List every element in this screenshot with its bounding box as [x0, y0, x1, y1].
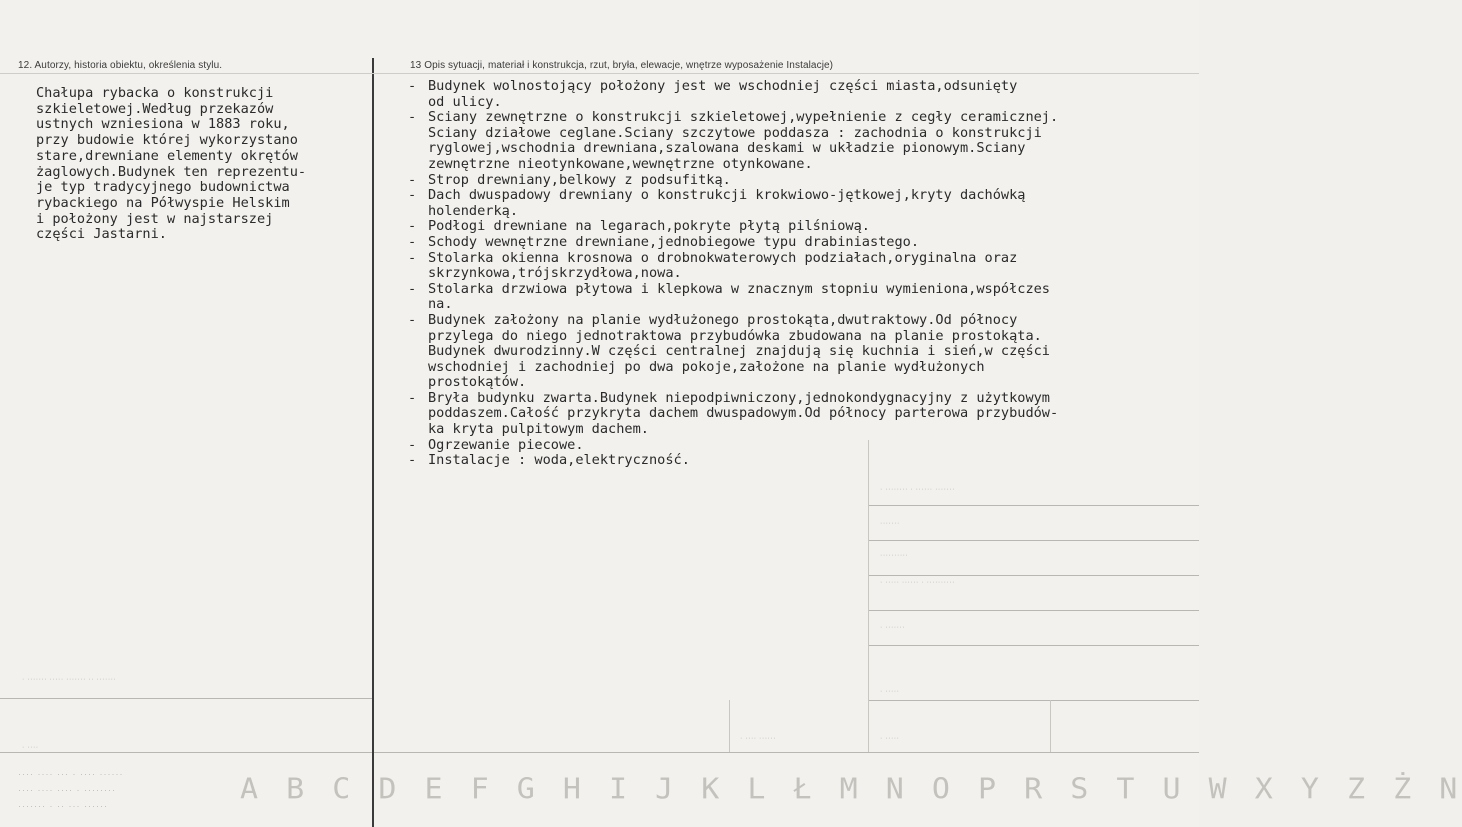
dash-bullet: -	[408, 311, 417, 328]
history-line: szkieletowej.Według przekazów	[36, 100, 274, 117]
description-line: Sciany działowe ceglane.Sciany szczytowe poddasza : zachodnia o konstrukcji	[428, 124, 1042, 141]
faded-form-label: · ·······	[880, 624, 906, 631]
description-item	[408, 313, 1198, 391]
description-line: holenderką.	[428, 202, 519, 219]
description-line: ka kryta pulpitowym dachem.	[428, 421, 649, 438]
description-item	[408, 438, 1198, 454]
faded-form-label: ·······	[880, 520, 900, 527]
faded-form-label: ··········	[880, 552, 909, 559]
description-line: na.	[428, 296, 453, 313]
form-rule	[0, 752, 372, 753]
dash-bullet: -	[408, 249, 417, 266]
form-rule	[374, 752, 1199, 753]
description-item	[408, 235, 1198, 251]
description-line: poddaszem.Całość przykryta dachem dwuspadowym.Od północy parterowa przybudów-	[428, 405, 1059, 422]
description-line: Stolarka okienna krosnowa o drobnokwaterowych podziałach,oryginalna oraz	[428, 249, 1018, 266]
description-item	[408, 219, 1198, 235]
description-line: Dach dwuspadowy drewniany o konstrukcji krokwiowo-jętkowej,kryty dachówką	[428, 187, 1026, 204]
description-line: od ulicy.	[428, 93, 502, 110]
faded-stamp-line: ···· ···· ··· · ···· ······	[18, 769, 124, 779]
form-divider	[1050, 700, 1051, 752]
description-line: Podłogi drewniane na legarach,pokryte płytą pilśniową.	[428, 218, 870, 235]
description-line: Budynek założony na planie wydłużonego prostokąta,dwutraktowy.Od północy	[428, 311, 1018, 328]
dash-bullet: -	[408, 109, 417, 126]
history-line: ustnych wzniesiona w 1883 roku,	[36, 116, 290, 133]
history-line: rybackiego na Półwyspie Helskim	[36, 194, 290, 211]
faded-form-label: · ·····	[880, 735, 900, 742]
history-line: przy budowie której wykorzystano	[36, 132, 298, 149]
dash-bullet: -	[408, 218, 417, 235]
description-line: Sciany zewnętrzne o konstrukcji szkieletowej,wypełnienie z cegły ceramicznej.	[428, 109, 1059, 126]
faded-form-label: · ···· ······	[740, 735, 777, 742]
dash-bullet: -	[408, 452, 417, 469]
faded-form-label: · ····· ······ · ··········	[880, 579, 955, 586]
description-line: Bryła budynku zwarta.Budynek niepodpiwniczony,jednokondygnacyjny z użytkowym	[428, 389, 1050, 406]
faded-form-label: · ······· ····· ······· ·· ·······	[22, 676, 117, 683]
dash-bullet: -	[408, 280, 417, 297]
description-item	[408, 79, 1198, 110]
column-divider	[372, 58, 374, 827]
dash-bullet: -	[408, 389, 417, 406]
description-line: prostokątów.	[428, 374, 527, 391]
dash-bullet: -	[408, 171, 417, 188]
alphabet-strip: A B C D E F G H I J K L Ł M N O P R S T U W X Y Z Ż N	[240, 772, 1462, 807]
dash-bullet: -	[408, 436, 417, 453]
description-line: zewnętrzne nieotynkowane,wewnętrzne otynkowane.	[428, 155, 813, 172]
description-line: Schody wewnętrzne drewniane,jednobiegowe typu drabiniastego.	[428, 233, 920, 250]
description-line: przylega do niego jednotraktowa przybudówka zbudowana na planie prostokąta.	[428, 327, 1042, 344]
form-rule	[868, 575, 1199, 576]
description-item	[408, 282, 1198, 313]
form-rule	[0, 698, 372, 699]
description-line: Budynek dwurodzinny.W części centralnej znajdują się kuchnia i sień,w części	[428, 343, 1050, 360]
history-line: i położony jest w najstarszej	[36, 210, 274, 227]
description-item	[408, 188, 1198, 219]
section-12-header: 12. Autorzy, historia obiektu, określenia stylu.	[18, 60, 223, 71]
form-divider	[868, 440, 869, 752]
description-line: Stolarka drzwiowa płytowa i klepkowa w znacznym stopniu wymieniona,współczes	[428, 280, 1050, 297]
description-line: Budynek wolnostojący położony jest we wschodniej części miasta,odsunięty	[428, 78, 1018, 94]
form-rule	[868, 610, 1199, 611]
form-divider	[729, 700, 730, 752]
dash-bullet: -	[408, 233, 417, 250]
dash-bullet: -	[408, 187, 417, 204]
dash-bullet: -	[408, 78, 417, 94]
faded-form-label: · ········ · ······ ·······	[880, 486, 955, 493]
history-line: stare,drewniane elementy okrętów	[36, 147, 298, 164]
header-rule	[0, 73, 1199, 74]
description-item	[408, 173, 1198, 189]
description-item	[408, 110, 1198, 172]
faded-form-label: · ····	[22, 744, 39, 751]
form-rule	[868, 645, 1199, 646]
history-line: Chałupa rybacka o konstrukcji	[36, 85, 274, 101]
faded-stamp-line: ···· ···· ···· · ········	[18, 785, 116, 795]
description-line: ryglowej,wschodnia drewniana,szalowana deskami w układzie pionowym.Sciany	[428, 140, 1026, 157]
description-line: Instalacje : woda,elektryczność.	[428, 452, 690, 469]
history-line: części Jastarni.	[36, 226, 167, 243]
description-line: Ogrzewanie piecowe.	[428, 436, 584, 453]
form-rule	[868, 505, 1199, 506]
description-line: wschodniej i zachodniej po dwa pokoje,założone na planie wydłużonych	[428, 358, 985, 375]
description-item	[408, 391, 1198, 438]
description-line: skrzynkowa,trójskrzydłowa,nowa.	[428, 265, 682, 282]
history-line: je typ tradycyjnego budownictwa	[36, 179, 290, 196]
section-13-header: 13 Opis sytuacji, materiał i konstrukcja, rzut, bryła, elewacje, wnętrze wyposażenie Instalacje)	[410, 60, 834, 71]
description-item	[408, 251, 1198, 282]
form-rule	[868, 540, 1199, 541]
faded-stamp-line: ······· · ·· ··· ······	[18, 801, 108, 811]
description-list	[408, 79, 1198, 469]
description-line: Strop drewniany,belkowy z podsufitką.	[428, 171, 731, 188]
history-text	[36, 86, 371, 243]
faded-form-label: · ·····	[880, 688, 900, 695]
description-item	[408, 453, 1198, 469]
history-line: żaglowych.Budynek ten reprezentu-	[36, 163, 307, 180]
form-rule	[868, 700, 1199, 701]
